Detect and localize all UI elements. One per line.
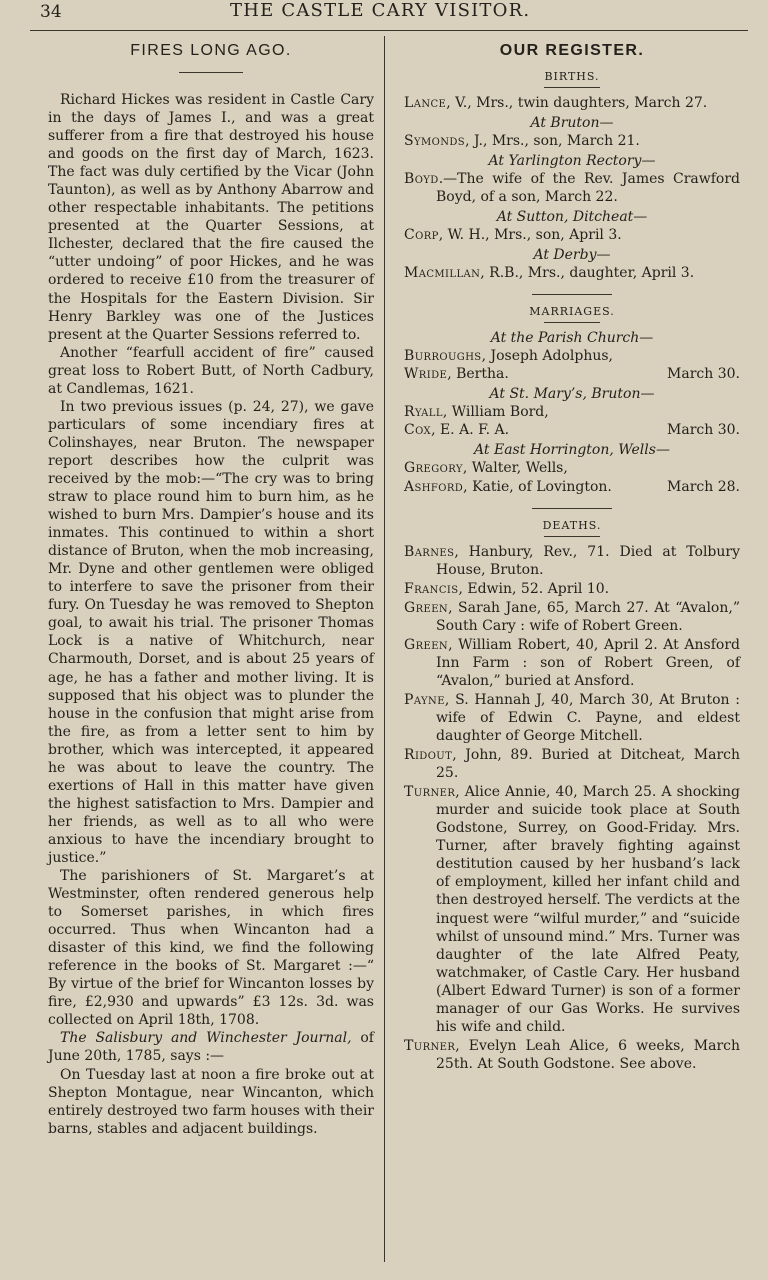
article-fires-long-ago: [48, 38, 374, 1138]
section-rule: [532, 294, 612, 295]
entry-text: , John, 89. Buried at Ditcheat, March 25.: [436, 747, 740, 782]
article-paragraph: On Tuesday last at noon a fire broke out at Shepton Montague, near Wincanton, which entirely destroyed two farm houses with their barns, stables and adjacent buildings.: [48, 1066, 374, 1137]
entry-text: , S. Hannah J, 40, March 30, At Bruton : wife of Edwin C. Payne, and eldest daughter of George Mitchell.: [436, 691, 740, 745]
entry-text: , Evelyn Leah Alice, 6 weeks, March 25th. At South Godstone. See above.: [436, 1037, 740, 1072]
entry-surname: Turner: [404, 1037, 456, 1054]
entry-text: , J., Mrs., son, March 21.: [465, 133, 640, 150]
entry-text: , Walter, Wells,: [462, 460, 568, 477]
article-paragraph: In two previous issues (p. 24, 27), we gave particulars of some incendiary fires at Colinshayes, near Bruton. The newspaper report describes how the culprit was received by the mob:—“The cry was to bring straw to place round him to burn him, as he wished to burn Mrs. Dampier’s house and its inmates. This continued to within a short distance of Bruton, when the mob increasing, Mr. Dyne and other gentlemen were obliged to interfere to save the prisoner from their fury. On Tuesday he was removed to Shepton goal, to await his trial. The prisoner Thomas Lock is a native of Whitchurch, near Charmouth, Dorset, and is about 25 years of age, he has a father and mother living. It is supposed that his object was to plunder the house in the confusion that might arise from the fire, as from a letter sent to him by brother, which was intercepted, it appeared he was about to leave the country. The exertions of Hall in this matter have given the highest satisfaction to Mrs. Dampier and her friends, as well as to all who were anxious to have the incendiary brought to justice.”: [48, 398, 374, 866]
entry-surname: Wride: [404, 366, 448, 383]
register-column: [404, 38, 740, 1074]
journal-date: of June 20th, 1785, says :—: [48, 1030, 374, 1065]
register-entry: [404, 1037, 740, 1073]
entry-surname: Ryall: [404, 404, 443, 421]
register-entry: [404, 132, 740, 150]
marriage-entry: [404, 421, 740, 439]
entry-text: , Alice Annie, 40, March 25. A shocking murder and suicide took place at South Godstone, Surrey, on Good-Friday. Mrs. Turner, after bravely fighting against destitution caused by her husband’s lack of employment, killed her infant child and then destroyed herself. The verdicts at the inquest were “wilful murder,” and “suicide whilst of unsound mind.” Mrs. Turner was daughter of the late Alfred Peaty, watchmaker, of Castle Cary. Her husband (Albert Edward Turner) is son of a former manager of our Gas Works. He survives his wife and child.: [436, 784, 740, 1035]
register-place: At St. Mary’s, Bruton—: [489, 386, 655, 403]
entry-text: , Edwin, 52. April 10.: [458, 580, 610, 597]
entry-surname: Macmillan: [404, 265, 481, 282]
entry-surname: Boyd: [404, 171, 439, 188]
entry-surname: Burroughs: [404, 348, 482, 365]
entry-text: , V., Mrs., twin daughters, March 27.: [446, 95, 708, 111]
deaths-rule: [544, 536, 600, 537]
entry-text: , Sarah Jane, 65, March 27. At “Avalon,” South Cary : wife of Robert Green.: [436, 599, 740, 634]
entry-surname: Ashford: [404, 478, 464, 495]
deaths-list: [404, 543, 740, 1073]
marriage-entry: [404, 459, 740, 477]
marriage-entry: [404, 478, 740, 496]
marriage-entry: [404, 365, 740, 383]
births-rule: [544, 87, 600, 88]
entry-text: , Bertha.: [447, 366, 509, 383]
register-entry: [404, 691, 740, 745]
article-paragraph: Another “fearfull accident of fire” caused great loss to Robert Butt, of North Cadbury, at Candlemas, 1621.: [48, 344, 374, 397]
journal-quote-heading: [48, 1029, 374, 1065]
entry-date: March 30.: [667, 422, 740, 439]
section-rule: [532, 508, 612, 509]
deaths-heading: DEATHS.: [542, 518, 602, 532]
entry-text: , Katie, of Lovington.: [463, 478, 612, 495]
running-head: [0, 0, 768, 26]
marriages-rule: [544, 322, 600, 323]
entry-surname: Payne: [404, 691, 445, 708]
entry-text: , W. H., Mrs., son, April 3.: [438, 227, 622, 244]
entry-text: , E. A. F. A.: [431, 422, 510, 439]
register-entry: [404, 94, 740, 112]
register-entry: [404, 170, 740, 206]
entry-text: , William Robert, 40, April 2. At Ansford Inn Farm : son of Robert Green, of “Avalon,” buried at Ansford.: [436, 636, 740, 689]
column-divider: [384, 36, 385, 1262]
page-number: 34: [40, 2, 62, 22]
entry-date: March 30.: [667, 366, 740, 383]
entry-text: , R.B., Mrs., daughter, April 3.: [480, 265, 695, 282]
register-entry: [404, 783, 740, 1036]
entry-surname: Corp: [404, 227, 439, 244]
entry-surname: Green: [404, 636, 449, 653]
births-list: [404, 94, 740, 282]
journal-name: The Salisbury and Winchester Journal,: [60, 1030, 352, 1047]
entry-surname: Symonds: [404, 133, 466, 150]
entry-surname: Turner: [404, 784, 456, 801]
register-entry: [404, 636, 740, 690]
marriage-entry: [404, 403, 740, 421]
register-title: OUR REGISTER.: [499, 42, 645, 59]
entry-text: , Hanbury, Rev., 71. Died at Tolbury House, Bruton.: [436, 543, 740, 578]
register-entry: [404, 746, 740, 782]
journal-title: THE CASTLE CARY VISITOR.: [230, 0, 531, 21]
article-paragraph: Richard Hickes was resident in Castle Cary in the days of James I., and was a great sufferer from a fire that destroyed his house and goods on the first day of March, 1623. The fact was duly certified by the Vicar (John Taunton), as well as by Anthony Abarrow and other respectable inhabitants. The petitions presented at the Quarter Sessions, at Ilchester, declared that the fire caused the “utter undoing” of poor Hickes, and he was ordered to receive £10 from the treasurer of the Hospitals for the Eastern Division. Sir Henry Barkley was one of the Justices present at the Quarter Sessions referred to.: [48, 92, 374, 343]
register-place: At Sutton, Ditcheat—: [496, 209, 648, 226]
register-place: At Derby—: [533, 247, 611, 264]
register-place: At Yarlington Rectory—: [488, 153, 656, 170]
entry-text: .—The wife of the Rev. James Crawford Boyd, of a son, March 22.: [436, 171, 740, 206]
entry-surname: Ridout: [404, 747, 453, 764]
entry-surname: Cox: [404, 422, 432, 439]
entry-surname: Francis: [404, 580, 459, 597]
entry-surname: Green: [404, 599, 449, 616]
entry-surname: Lance: [404, 95, 447, 111]
register-place: At Bruton—: [530, 115, 614, 132]
header-rule: [30, 30, 748, 31]
title-rule: [179, 72, 243, 73]
register-place: At East Horrington, Wells—: [474, 442, 670, 459]
births-heading: BIRTHS.: [544, 70, 600, 83]
marriages-list: [404, 329, 740, 495]
register-entry: [404, 226, 740, 244]
register-entry: [404, 599, 740, 635]
entry-text: , William Bord,: [442, 404, 549, 421]
register-entry: [404, 264, 740, 282]
register-entry: [404, 580, 740, 598]
entry-surname: Gregory: [404, 460, 463, 477]
marriages-heading: MARRIAGES.: [529, 305, 615, 319]
article-title: FIRES LONG AGO.: [130, 42, 292, 59]
register-place: At the Parish Church—: [490, 330, 654, 347]
article-paragraph: The parishioners of St. Margaret’s at Westminster, often rendered generous help to Somerset parishes, in which fires occurred. Thus when Wincanton had a disaster of this kind, we find the following reference in the books of St. Margaret :—“ By virtue of the brief for Wincanton losses by fire, £2,930 and upwards” £3 12s. 3d. was collected on April 18th, 1708.: [48, 868, 374, 1029]
entry-text: , Joseph Adolphus,: [481, 348, 614, 365]
register-entry: [404, 543, 740, 579]
entry-surname: Barnes: [404, 543, 455, 560]
entry-date: March 28.: [667, 478, 740, 495]
marriage-entry: [404, 347, 740, 365]
